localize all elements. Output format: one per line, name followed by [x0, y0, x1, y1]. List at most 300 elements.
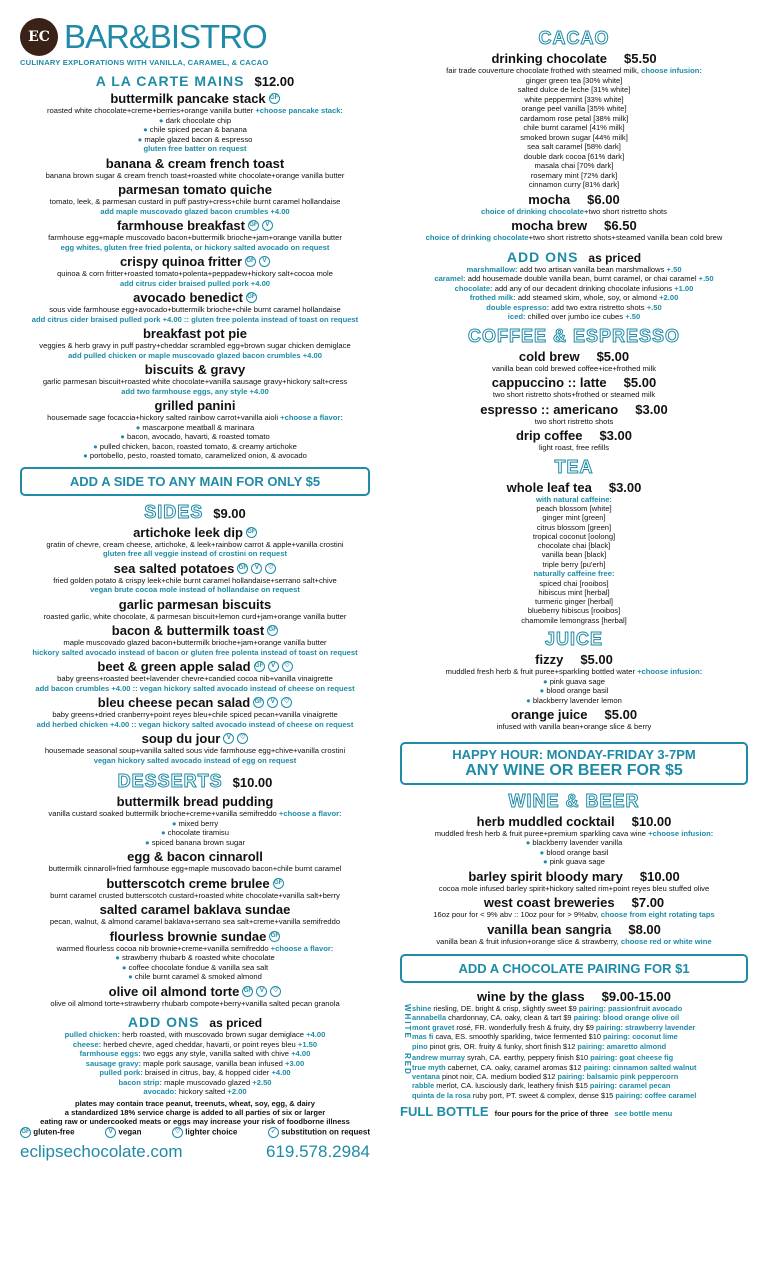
addon-key: iced: [507, 312, 526, 321]
item-desc [20, 809, 370, 819]
menu-item [400, 402, 748, 427]
item-note: add citrus cider braised pulled pork +4.00 :: gluten free polenta instead of toast on request [31, 314, 359, 324]
item-desc-text: fried golden potato & crispy leek+chile burnt caramel hollandaise+serrano salt+chive [53, 575, 337, 585]
addon-desc: herb roasted, with muscovado brown sugar demiglace [122, 1030, 304, 1039]
addon-key: caramel: [434, 274, 466, 283]
menu-item [20, 984, 370, 1009]
item-desc [20, 576, 370, 586]
tea-option: chamomile lemongrass [herbal] [521, 615, 627, 625]
footer-line: a standardized 18% service charge is added to all parties of six or larger [64, 1107, 326, 1117]
item-desc-text: maple muscovado glazed bacon+buttermilk brioche+jam+orange vanilla butter [63, 638, 327, 647]
bottle-title: FULL BOTTLE [400, 1104, 489, 1120]
bullet-option [400, 677, 748, 687]
item-name-row [20, 902, 370, 917]
addon-key: pulled pork: [99, 1068, 143, 1077]
heart-icon: ♡ [237, 733, 248, 744]
infusion-option: salted dulce de leche [31% white] [517, 85, 631, 94]
menu-item [20, 597, 370, 622]
menu-item [20, 876, 370, 901]
white-wine-block [400, 1004, 748, 1051]
vegan-icon: V [262, 220, 273, 231]
bullet-option [20, 116, 370, 126]
legend-substitution: ✓ substitution on request [268, 1127, 370, 1138]
item-choice: +choose a flavor: [278, 809, 342, 818]
item-name: buttermilk pancake stack [110, 91, 266, 106]
item-price: $8.00 [628, 921, 661, 937]
item-name-row [400, 922, 748, 937]
happy-hour-line2: ANY WINE OR BEER FOR $5 [465, 761, 683, 779]
bullet-text: blackberry lavender vanilla [532, 838, 623, 848]
addon-price: +3.00 [285, 1058, 305, 1068]
item-desc-text: pecan, walnut, & almond caramel baklava+serrano sea salt+creme+vanilla semifreddo [49, 917, 341, 926]
bullet-option [20, 442, 370, 452]
gf-icon: GF [245, 256, 256, 267]
gf-icon: GF [253, 697, 264, 708]
bullet-icon: ● [93, 441, 100, 451]
bullet-text: mixed berry [178, 818, 219, 828]
menu-item [20, 695, 370, 729]
item-choice: +choose pancake stack: [255, 106, 343, 115]
vegan-icon: V [256, 986, 267, 997]
menu-item [20, 91, 370, 154]
item-price: $5.00 [604, 707, 638, 723]
infusion-option: sea salt caramel [58% dark] [527, 142, 621, 151]
item-name-row [20, 290, 370, 305]
menu-item [20, 794, 370, 847]
menu-item [400, 707, 748, 732]
addon-line [20, 1078, 370, 1088]
item-desc-text: housemade seasonal soup+vanilla salted sous vide farmhouse egg+chive+vanilla crostini [44, 746, 346, 755]
wine-name: ventana [412, 1071, 440, 1081]
juice-title: JUICE [544, 629, 603, 650]
white-label: WHITE [403, 1004, 412, 1040]
addon-desc: add two extra ristretto shots [551, 302, 645, 312]
infusion-option: rosemary mint [72% dark] [530, 170, 618, 180]
bullet-text: pink guava sage [549, 676, 605, 686]
menu-item [400, 375, 748, 400]
white-list [412, 1004, 695, 1051]
item-name: parmesan tomato quiche [118, 182, 272, 197]
item-note: add maple muscovado glazed bacon crumbles +4.00 [100, 206, 290, 216]
item-name: orange juice [510, 707, 588, 723]
item-desc [20, 864, 370, 874]
bullet-text: blood orange basil [546, 686, 609, 696]
legend-lighter: ♡ lighter choice [172, 1127, 237, 1138]
gf-icon: GF [242, 986, 253, 997]
menu-item [20, 290, 370, 324]
item-name-row [400, 192, 748, 207]
bullet-option [20, 451, 370, 461]
bullet-text: chile burnt caramel & smoked almond [134, 972, 262, 981]
bullet-option [400, 686, 748, 696]
happy-hour-banner [400, 742, 748, 785]
item-name: grilled panini [154, 398, 236, 413]
bottle-desc: four pours for the price of three [494, 1109, 609, 1119]
item-desc [400, 937, 748, 947]
addon-price: +.50 [646, 302, 662, 312]
item-name: farmhouse breakfast [117, 218, 245, 233]
wine-pairing: pairing: passionfruit avocado [578, 1004, 683, 1014]
item-desc [400, 829, 748, 839]
item-name-row [20, 362, 370, 377]
bullet-icon: ● [120, 432, 127, 441]
glass-price: $9.00-15.00 [601, 989, 672, 1005]
item-desc-text: vanilla bean cold brewed coffee+ice+frothed milk [491, 363, 657, 373]
addon-line [20, 1040, 370, 1050]
item-desc [20, 413, 370, 423]
bullet-option [20, 423, 370, 433]
bullet-option [20, 963, 370, 973]
desserts-list [20, 794, 370, 1008]
addon-price: +4.00 [291, 1049, 311, 1058]
item-desc [400, 910, 748, 920]
menu-item [20, 561, 370, 595]
item-name: fizzy [535, 652, 564, 668]
addon-line [400, 312, 748, 322]
wine-name: annabella [412, 1013, 447, 1023]
bullet-icon: ● [161, 828, 168, 837]
item-name-row [400, 402, 748, 417]
heart-icon: ♡ [281, 697, 292, 708]
bullet-text: strawberry rhubarb & roasted white chocolate [121, 953, 275, 962]
item-name: crispy quinoa fritter [119, 254, 243, 269]
item-price: $6.00 [587, 191, 620, 207]
item-desc-text: burnt caramel crusted butterscotch custard+roasted white chocolate+vanilla salt+berry [50, 890, 340, 900]
vegan-icon: V [268, 661, 279, 672]
item-desc-text: warmed flourless cocoa nib brownie+creme+vanilla semifreddo [56, 943, 269, 953]
bullet-icon: ● [171, 818, 179, 828]
menu-item [20, 849, 370, 874]
cacao-list [400, 51, 748, 243]
bullet-option [20, 828, 370, 838]
item-desc [400, 364, 748, 374]
wine-pairing: pairing: blood orange olive oil [573, 1013, 680, 1023]
item-desc-text: baby greens+roasted beet+lavender chevre+candied cocoa nib+vanilla vinaigrette [57, 674, 333, 683]
vegan-icon: V [251, 563, 262, 574]
item-name: sea salted potatoes [113, 560, 235, 576]
tea-heading-caffeine: with natural caffeine: [536, 494, 612, 504]
menu-item [20, 362, 370, 396]
menu-item [20, 623, 370, 657]
footer-notes [20, 1099, 370, 1127]
bullet-option [400, 696, 748, 706]
bullet-icon: ● [539, 847, 547, 857]
tea-option: citrus blossom [green] [536, 522, 612, 532]
item-desc [400, 66, 748, 76]
bullet-icon: ● [525, 838, 533, 848]
cacao-title: CACAO [538, 28, 610, 48]
right-column [400, 0, 748, 1119]
addon-line [20, 1059, 370, 1069]
item-desc [20, 377, 370, 387]
menu-item [20, 218, 370, 252]
side-banner: ADD A SIDE TO ANY MAIN FOR ONLY $5 [20, 467, 370, 496]
bullet-icon: ● [158, 115, 166, 125]
item-name: avocado benedict [133, 290, 243, 305]
addon-price: +1.00 [674, 283, 694, 293]
addon-key: cheese: [72, 1039, 102, 1049]
footer-line: eating raw or undercooked meats or eggs may increase your risk of foodborne illness [40, 1117, 350, 1127]
wine-name: andrew murray [412, 1053, 465, 1063]
item-name: egg & bacon cinnaroll [127, 849, 263, 864]
item-desc-text: buttermilk cinnaroll+fried farmhouse egg+maple muscovado bacon+chile burnt caramel [48, 864, 342, 873]
cacao-header [400, 28, 748, 49]
phone-number[interactable]: 619.578.2984 [266, 1142, 370, 1162]
full-bottle [400, 1104, 748, 1119]
gf-icon: GF [254, 661, 265, 672]
item-price: $10.00 [639, 868, 680, 884]
vegan-icon: V [223, 733, 234, 744]
item-choice: choose from eight rotating taps [600, 910, 715, 920]
item-name: soup du jour [141, 731, 221, 746]
tea-heading-caffeine-free: naturally caffeine free: [533, 569, 615, 579]
menu-item [400, 652, 748, 705]
gf-icon: GF [248, 220, 259, 231]
item-desc-text: quinoa & corn fritter+roasted tomato+polenta+peppadew+hickory salt+cocoa mole [57, 269, 333, 278]
item-desc-text: housemade sage focaccia+hickory salted rainbow carrot+vanilla aioli [47, 413, 279, 422]
item-desc-text: roasted white chocolate+creme+berries+orange vanilla butter [47, 106, 254, 115]
item-note: add pulled chicken or maple muscovado glazed bacon crumbles +4.00 [68, 350, 322, 360]
bullet-text: coffee chocolate fondue & vanilla sea salt [128, 962, 269, 972]
infusion-option: masala chai [70% dark] [534, 161, 614, 170]
chocolate-pairing-banner: ADD A CHOCOLATE PAIRING FOR $1 [400, 954, 748, 983]
menu-item [20, 156, 370, 181]
item-desc-text: +two short ristretto shots [584, 206, 667, 216]
item-choice: choose infusion: [641, 66, 702, 75]
addon-line [400, 274, 748, 284]
wine-desc: merlot, CA. lusciously dark, leathery finish $15 [436, 1081, 588, 1091]
item-note: hickory salted avocado instead of bacon or gluten free polenta instead of toast on request [32, 647, 358, 657]
item-name-row [400, 707, 748, 722]
item-name-row [400, 349, 748, 364]
menu-item [20, 326, 370, 360]
coffee-list [400, 349, 748, 453]
item-price: $3.00 [599, 428, 632, 443]
tea-option: turmeric ginger [herbal] [534, 597, 614, 607]
item-price: $5.00 [596, 348, 630, 364]
item-desc-text: +two short ristretto shots+steamed vanilla bean cold brew [528, 233, 723, 242]
infusion-option: orange peel vanilla [35% white] [521, 104, 627, 113]
item-name-row [400, 895, 748, 910]
item-desc-text: light roast, free refills [538, 443, 610, 452]
item-name: mocha [528, 191, 571, 207]
item-note: vegan hickory salted avocado instead of egg on request [93, 755, 297, 765]
wine-pairing: pairing: amaretto almond [577, 1041, 667, 1051]
wine-desc: rosé, FR. wonderfully fresh & fruity, dry $9 [456, 1022, 594, 1032]
addon-price: +4.00 [271, 1068, 291, 1077]
addon-line [400, 284, 748, 294]
infusion-option: double dark cocoa [61% dark] [523, 151, 625, 161]
website-link[interactable]: eclipsechocolate.com [20, 1142, 183, 1162]
addons-left-header [20, 1014, 370, 1030]
infusion-option: white peppermint [33% white] [524, 94, 624, 104]
item-desc [400, 722, 748, 732]
item-name-row [20, 182, 370, 197]
item-desc [400, 233, 748, 243]
wine-row [412, 1091, 697, 1100]
addon-price: +.50 [698, 274, 714, 283]
bullet-icon: ● [542, 857, 550, 867]
item-desc-text: vanilla custard soaked buttermilk brioche+creme+vanilla semifreddo [48, 809, 277, 818]
wine-row [412, 1023, 695, 1032]
tea-option: chocolate chai [black] [537, 541, 611, 551]
wine-list [400, 814, 748, 947]
item-name-row [20, 984, 370, 999]
addons-left-title: ADD ONS [127, 1014, 200, 1030]
mains-price: $12.00 [254, 74, 295, 89]
addon-price: +2.00 [659, 293, 679, 302]
addons-right-header [400, 249, 748, 265]
item-choice: +choose a flavor: [280, 413, 343, 422]
addons-right-sub: as priced [588, 250, 642, 265]
item-name-row [400, 814, 748, 829]
bullet-text: dark chocolate chip [165, 115, 232, 125]
item-desc [400, 207, 748, 217]
addon-price: +.50 [625, 312, 641, 321]
item-price: $6.50 [604, 218, 637, 233]
item-name-row [20, 731, 370, 746]
addons-right-list [400, 265, 748, 322]
item-desc-text: tomato, leek, & parmesan custard in puff pastry+cress+chile burnt caramel hollandaise [49, 197, 341, 206]
item-name: cappuccino :: latte [491, 375, 607, 390]
addon-desc: add steamed skim, whole, soy, or almond [517, 293, 657, 302]
desserts-title: DESSERTS [117, 771, 223, 791]
tea-option: triple berry [pu'erh] [542, 559, 606, 569]
bullet-icon: ● [135, 422, 143, 432]
item-desc-text: sous vide farmhouse egg+avocado+buttermilk brioche+chile burnt caramel hollandaise [49, 305, 341, 314]
wine-desc: syrah, CA. earthy, peppery finish $10 [467, 1053, 589, 1063]
addon-price: +.50 [666, 264, 682, 274]
bullet-text: chile spiced pecan & banana [149, 125, 247, 134]
substitution-icon: ✓ [268, 1127, 279, 1138]
menu-item [400, 428, 748, 453]
bullet-option [20, 125, 370, 135]
wine-pairing: pairing: cinnamon salted walnut [583, 1062, 697, 1072]
sides-price: $9.00 [213, 505, 246, 521]
wine-pairing: pairing: coffee caramel [615, 1090, 697, 1100]
bullet-icon: ● [526, 695, 533, 705]
item-name-row [20, 695, 370, 710]
coffee-title: COFFEE & ESPRESSO [467, 325, 681, 346]
wine-row [412, 1072, 697, 1081]
infusion-option: ginger green tea [30% white] [525, 75, 623, 85]
vegan-icon: V [105, 1127, 116, 1138]
item-desc [400, 443, 748, 453]
sides-header [20, 502, 370, 523]
item-desc-text: veggies & herb gravy in puff pastry+cheddar scrambled egg+brown sugar chicken demiglace [39, 341, 351, 350]
infusion-option: cardamom rose petal [38% milk] [519, 113, 629, 123]
item-desc [20, 171, 370, 181]
addon-line [20, 1049, 370, 1059]
menu-item [20, 902, 370, 927]
gf-icon: GF [246, 292, 257, 303]
item-name: butterscotch creme brulee [106, 875, 270, 891]
item-name: buttermilk bread pudding [116, 794, 274, 809]
item-name-row [20, 849, 370, 864]
item-desc-text: fair trade couverture chocolate frothed with steamed milk, [446, 66, 639, 75]
menu-item [20, 731, 370, 765]
tagline: CULINARY EXPLORATIONS WITH VANILLA, CARAMEL, & CACAO [20, 58, 269, 67]
tea-name: whole leaf tea [506, 479, 592, 495]
item-desc-text: baby greens+dried cranberry+point reyes bleu+chile spiced pecan+vanilla vinaigrette [52, 710, 338, 719]
item-price: $3.00 [635, 401, 668, 417]
gf-icon: GF [237, 563, 248, 574]
item-name: drinking chocolate [491, 51, 608, 66]
gf-icon: GF [20, 1127, 31, 1138]
glass-header [400, 989, 748, 1004]
addon-key: farmhouse eggs: [79, 1049, 141, 1058]
tea-option: blueberry hibiscus [rooibos] [527, 606, 621, 616]
item-desc-text: two short ristretto shots+frothed or steamed milk [492, 390, 656, 399]
bullet-text: pink guava sage [549, 857, 605, 867]
item-name: drip coffee [515, 428, 583, 443]
infusion-option: cinnamon curry [81% dark] [528, 180, 620, 189]
item-name-row [20, 254, 370, 269]
addons-left-list [20, 1030, 370, 1097]
wine-header [400, 791, 748, 812]
addon-desc: add any of our decadent drinking chocolate infusions [494, 283, 673, 293]
heart-icon: ♡ [282, 661, 293, 672]
menu-item [400, 51, 748, 190]
item-desc [20, 944, 370, 954]
addon-desc: maple muscovado glazed [164, 1077, 251, 1087]
item-name-row [400, 375, 748, 390]
vegan-icon: V [267, 697, 278, 708]
item-name: mocha brew [511, 218, 588, 233]
bullet-option [20, 953, 370, 963]
bullet-icon: ● [83, 451, 90, 460]
vegan-icon: V [259, 256, 270, 267]
item-choice: choice of drinking chocolate [425, 233, 529, 242]
contact [20, 1142, 370, 1162]
wine-name: rabble [412, 1081, 435, 1091]
legend-gluten-free: GF gluten-free [21, 1128, 75, 1137]
bullet-icon: ● [542, 676, 550, 686]
wine-desc: ruby port, PT. sweet & complex, dense $15 [472, 1090, 614, 1100]
item-name: herb muddled cocktail [476, 813, 615, 829]
tea-header [400, 457, 748, 478]
item-name-row [20, 794, 370, 809]
item-desc [20, 106, 370, 116]
wine-row [412, 1004, 695, 1013]
item-desc-text: garlic parmesan biscuit+roasted white chocolate+vanilla sausage gravy+hickory salt+cress [42, 377, 348, 386]
wine-row [412, 1042, 695, 1051]
tea-option: ginger mint [green] [542, 513, 606, 523]
addons-left-sub: as priced [209, 1016, 263, 1030]
left-column [20, 0, 370, 1162]
item-desc-text: muddled fresh herb & fruit puree+premium sparkling cava wine [434, 828, 646, 838]
bottle-link[interactable]: see bottle menu [614, 1109, 673, 1119]
item-name: bleu cheese pecan salad [97, 695, 251, 710]
menu-item [400, 814, 748, 867]
item-desc [20, 999, 370, 1009]
brand-name: BAR&BISTRO [64, 18, 267, 55]
addon-key: chocolate: [454, 283, 493, 293]
item-name: flourless brownie sundae [109, 928, 267, 944]
item-desc [20, 746, 370, 756]
bullet-option [400, 848, 748, 858]
addon-desc: two eggs any style, vanilla salted with chive [142, 1049, 289, 1058]
item-price: $10.00 [631, 813, 672, 829]
menu-item [400, 349, 748, 374]
item-choice: choice of drinking chocolate [481, 206, 585, 216]
bullet-option [400, 857, 748, 867]
item-desc-text: cocoa mole infused barley spirit+hickory salted rim+point reyes bleu stuffed olive [438, 883, 710, 893]
gf-icon: GF [269, 931, 280, 942]
item-name-row [20, 876, 370, 891]
addon-price: +2.50 [252, 1077, 272, 1087]
item-name: beet & green apple salad [97, 659, 251, 674]
